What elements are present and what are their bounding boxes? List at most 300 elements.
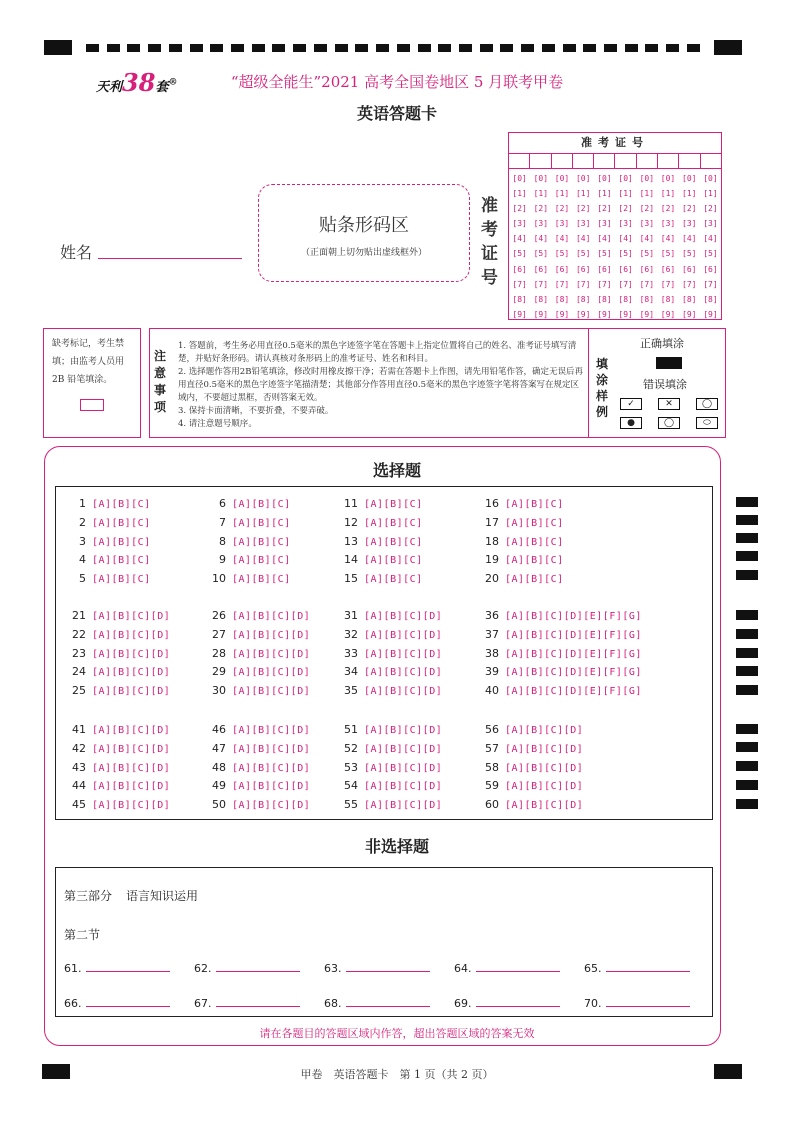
answer-bubbles[interactable]: [A][B][C][D] bbox=[505, 725, 584, 736]
digit-bubble[interactable]: [3] bbox=[639, 219, 655, 229]
answer-warning: 请在各题目的答题区域内作答，超出答题区域的答案无效 bbox=[259, 1027, 535, 1040]
char: 证 bbox=[481, 244, 498, 264]
digit-bubble[interactable]: [2] bbox=[639, 204, 655, 214]
digit-bubble[interactable]: [4] bbox=[660, 234, 676, 244]
blank-answer-line[interactable] bbox=[606, 961, 690, 972]
question-row bbox=[202, 516, 291, 530]
digit-bubble[interactable]: [0] bbox=[575, 174, 591, 183]
digit-bubble[interactable]: [3] bbox=[660, 219, 676, 229]
digit-bubble[interactable]: [7] bbox=[512, 279, 527, 289]
note-item: 1. 答题前，考生务必用直径0.5毫米的黑色字迹签字笔在答题卡上指定位置将自己的姓名、准考证号填写清楚，并贴好条形码。请认真核对条形码上的准考证号、姓名和科目。 bbox=[178, 341, 577, 364]
question-number: 29 bbox=[212, 665, 226, 679]
question-number: 42 bbox=[72, 741, 86, 755]
answer-bubbles[interactable]: [A][B][C] bbox=[505, 574, 564, 586]
question-row bbox=[475, 535, 564, 549]
question-row bbox=[62, 628, 170, 642]
digit-bubble[interactable]: [1] bbox=[682, 189, 697, 199]
answer-bubbles[interactable]: [A][B][C] bbox=[232, 536, 291, 548]
digit-bubble[interactable]: [6] bbox=[639, 264, 655, 274]
answer-bubbles[interactable]: [A][B][C][D] bbox=[364, 667, 443, 679]
missing-exam-bubble[interactable] bbox=[80, 399, 104, 411]
blank-item bbox=[454, 961, 560, 975]
digit-bubble[interactable]: [4] bbox=[597, 234, 612, 244]
digit-bubble[interactable]: [2] bbox=[597, 204, 612, 214]
digit-bubble[interactable]: [3] bbox=[703, 219, 718, 229]
digit-bubble[interactable]: [1] bbox=[703, 189, 718, 199]
digit-bubble[interactable]: [6] bbox=[597, 264, 612, 274]
digit-bubble[interactable]: [5] bbox=[512, 249, 527, 259]
blank-item bbox=[64, 996, 170, 1010]
answer-bubbles[interactable]: [A][B][C] bbox=[505, 499, 564, 510]
timing-mark bbox=[583, 44, 596, 52]
blank-number: 69. bbox=[454, 997, 472, 1010]
answer-bubbles[interactable]: [A][B][C] bbox=[232, 555, 291, 567]
answer-bubbles[interactable]: [A][B][C][D] bbox=[232, 648, 311, 660]
question-number: 59 bbox=[485, 779, 499, 793]
answer-bubbles[interactable]: [A][B][C][D] bbox=[364, 762, 443, 774]
answer-bubbles[interactable]: [A][B][C][D] bbox=[232, 725, 311, 736]
digit-bubble[interactable]: [4] bbox=[703, 234, 718, 244]
answer-bubbles[interactable]: [A][B][C] bbox=[232, 574, 291, 586]
nonchoice-section-title: 非选择题 bbox=[364, 837, 429, 856]
digit-bubble[interactable]: [9] bbox=[575, 309, 591, 319]
question-number: 15 bbox=[344, 572, 358, 586]
blank-answer-line[interactable] bbox=[606, 996, 690, 1007]
question-number: 17 bbox=[485, 515, 499, 529]
digit-bubble[interactable]: [9] bbox=[660, 309, 676, 319]
digit-bubble[interactable]: [5] bbox=[597, 249, 612, 259]
question-number: 50 bbox=[212, 798, 226, 812]
blank-answer-line[interactable] bbox=[216, 961, 300, 972]
answer-bubbles[interactable]: [A][B][C][D] bbox=[364, 800, 443, 812]
digit-bubble[interactable]: [8] bbox=[682, 294, 697, 304]
answer-bubbles[interactable]: [A][B][C][D] bbox=[364, 725, 443, 736]
digit-bubble[interactable]: [3] bbox=[533, 219, 549, 229]
digit-bubble[interactable]: [7] bbox=[682, 279, 697, 289]
answer-bubbles[interactable]: [A][B][C] bbox=[505, 555, 564, 567]
digit-bubble[interactable]: [7] bbox=[597, 279, 612, 289]
digit-bubble[interactable]: [2] bbox=[660, 204, 676, 214]
side-timing-mark bbox=[736, 648, 758, 658]
side-timing-mark bbox=[736, 799, 758, 809]
blank-item bbox=[194, 961, 300, 975]
blank-number: 65. bbox=[584, 962, 602, 975]
wrong-fill-label: 错误填涂 bbox=[643, 378, 687, 391]
question-row bbox=[202, 742, 310, 756]
question-row bbox=[475, 647, 642, 661]
question-row bbox=[334, 798, 442, 812]
dot-mark-icon: ● bbox=[620, 417, 642, 429]
timing-mark bbox=[252, 44, 265, 52]
blank-item bbox=[584, 996, 690, 1010]
question-number: 22 bbox=[72, 627, 86, 641]
note-item: 4. 请注意题号顺序。 bbox=[178, 419, 257, 429]
digit-bubble[interactable]: [9] bbox=[597, 309, 612, 319]
question-number: 14 bbox=[344, 553, 358, 567]
question-number: 35 bbox=[344, 684, 358, 698]
digit-bubble[interactable]: [7] bbox=[639, 279, 655, 289]
question-row bbox=[475, 628, 642, 642]
question-row bbox=[62, 535, 151, 549]
question-number: 28 bbox=[212, 646, 226, 660]
question-number: 39 bbox=[485, 665, 499, 679]
question-row bbox=[334, 761, 442, 775]
admission-digit-column bbox=[530, 171, 551, 322]
digit-bubble[interactable]: [1] bbox=[660, 189, 676, 199]
digit-bubble[interactable]: [4] bbox=[512, 234, 527, 244]
timing-mark bbox=[314, 44, 327, 52]
question-row bbox=[202, 572, 291, 586]
digit-bubble[interactable]: [9] bbox=[682, 309, 697, 319]
blank-answer-line[interactable] bbox=[216, 996, 300, 1007]
timing-mark bbox=[666, 44, 679, 52]
admission-digit-write-cell[interactable] bbox=[573, 154, 594, 168]
question-number: 52 bbox=[344, 741, 358, 755]
answer-bubbles[interactable]: [A][B][C][D] bbox=[92, 667, 171, 679]
answer-bubbles[interactable]: [A][B][C][D][E][F][G] bbox=[505, 648, 642, 660]
question-number: 23 bbox=[72, 646, 86, 660]
answer-bubbles[interactable]: [A][B][C][D] bbox=[364, 629, 443, 641]
question-number: 19 bbox=[485, 553, 499, 567]
blank-number: 68. bbox=[324, 997, 342, 1010]
digit-bubble[interactable]: [6] bbox=[512, 264, 527, 274]
barcode-title: 贴条形码区 bbox=[319, 215, 409, 236]
char: 样 bbox=[596, 389, 609, 403]
missing-exam-box bbox=[43, 328, 141, 438]
digit-bubble[interactable]: [0] bbox=[703, 174, 718, 183]
question-number: 45 bbox=[72, 798, 86, 812]
answer-bubbles[interactable]: [A][B][C][D] bbox=[92, 781, 171, 793]
question-number: 40 bbox=[485, 684, 499, 698]
admission-digit-write-cell[interactable] bbox=[530, 154, 551, 168]
blank-answer-line[interactable] bbox=[86, 961, 170, 972]
answer-bubbles[interactable]: [A][B][C][D] bbox=[364, 781, 443, 793]
admission-digit-write-cell[interactable] bbox=[679, 154, 700, 168]
page-footer: 甲卷 英语答题卡 第 1 页（共 2 页） bbox=[300, 1068, 494, 1081]
digit-bubble[interactable]: [1] bbox=[554, 189, 570, 199]
side-timing-mark bbox=[736, 497, 758, 507]
answer-bubbles[interactable]: [A][B][C] bbox=[505, 517, 564, 529]
digit-bubble[interactable]: [0] bbox=[682, 174, 697, 183]
admission-bubble-columns bbox=[509, 169, 721, 322]
circle-mark-icon: ◯ bbox=[696, 398, 718, 410]
char: 考 bbox=[481, 220, 498, 240]
question-row bbox=[475, 742, 583, 756]
answer-bubbles[interactable]: [A][B][C][D] bbox=[92, 611, 171, 622]
digit-bubble[interactable]: [3] bbox=[575, 219, 591, 229]
timing-mark bbox=[563, 44, 576, 52]
digit-bubble[interactable]: [7] bbox=[533, 279, 549, 289]
answer-bubbles[interactable]: [A][B][C][D][E][F][G] bbox=[505, 629, 642, 641]
answer-bubbles[interactable]: [A][B][C][D] bbox=[505, 762, 584, 774]
digit-bubble[interactable]: [3] bbox=[554, 219, 570, 229]
question-row bbox=[202, 665, 310, 679]
timing-mark bbox=[687, 44, 700, 52]
note-item: 2. 选择题作答用2B铅笔填涂，修改时用橡皮擦干净；若需在答题卡上作图，请先用铅笔作答，确定无误后再用直径0.5毫米的黑色字迹签字笔描清楚；其他部分作答用直径0.5毫米的黑色字迹签字笔将答案写在规定区域内，不要超过黑框，否则答案无效。 bbox=[178, 367, 583, 403]
answer-bubbles[interactable]: [A][B][C][D] bbox=[92, 725, 171, 736]
digit-bubble[interactable]: [8] bbox=[597, 294, 612, 304]
char: 填 bbox=[596, 357, 609, 371]
ellipse-mark-icon: ⬭ bbox=[696, 417, 718, 429]
digit-bubble[interactable]: [2] bbox=[682, 204, 697, 214]
digit-bubble[interactable]: [8] bbox=[533, 294, 549, 304]
corner-mark-top-left bbox=[44, 40, 72, 55]
digit-bubble[interactable]: [2] bbox=[512, 204, 527, 214]
digit-bubble[interactable]: [5] bbox=[703, 249, 718, 259]
digit-bubble[interactable]: [3] bbox=[682, 219, 697, 229]
admission-digit-column bbox=[657, 171, 678, 322]
question-number: 51 bbox=[344, 723, 358, 736]
answer-bubbles[interactable]: [A][B][C] bbox=[232, 517, 291, 529]
answer-bubbles[interactable]: [A][B][C][D] bbox=[364, 611, 443, 622]
digit-bubble[interactable]: [7] bbox=[660, 279, 676, 289]
digit-bubble[interactable]: [8] bbox=[575, 294, 591, 304]
answer-bubbles[interactable]: [A][B][C][D] bbox=[505, 743, 584, 755]
side-timing-mark bbox=[736, 610, 758, 620]
question-row bbox=[475, 779, 583, 793]
digit-bubble[interactable]: [6] bbox=[682, 264, 697, 274]
answer-bubbles[interactable]: [A][B][C][D] bbox=[92, 800, 171, 812]
digit-bubble[interactable]: [5] bbox=[618, 249, 633, 259]
digit-bubble[interactable]: [5] bbox=[682, 249, 697, 259]
digit-bubble[interactable]: [1] bbox=[575, 189, 591, 199]
digit-bubble[interactable]: [8] bbox=[512, 294, 527, 304]
logo-text-3: 套 bbox=[155, 80, 169, 95]
answer-bubbles[interactable]: [A][B][C] bbox=[92, 536, 151, 548]
question-number: 33 bbox=[344, 646, 358, 660]
digit-bubble[interactable]: [6] bbox=[575, 264, 591, 274]
answer-bubbles[interactable]: [A][B][C][D] bbox=[505, 800, 584, 812]
registered-mark: ® bbox=[168, 77, 178, 88]
admission-digit-write-cell[interactable] bbox=[701, 154, 721, 168]
digit-bubble[interactable]: [4] bbox=[554, 234, 570, 244]
digit-bubble[interactable]: [8] bbox=[703, 294, 718, 304]
answer-bubbles[interactable]: [A][B][C][D] bbox=[364, 648, 443, 660]
digit-bubble[interactable]: [8] bbox=[618, 294, 633, 304]
digit-bubble[interactable]: [0] bbox=[639, 174, 655, 183]
answer-bubbles[interactable]: [A][B][C] bbox=[364, 574, 423, 586]
digit-bubble[interactable]: [2] bbox=[533, 204, 549, 214]
question-row bbox=[202, 798, 310, 812]
side-timing-mark bbox=[736, 570, 758, 580]
digit-bubble[interactable]: [2] bbox=[618, 204, 633, 214]
blank-number: 64. bbox=[454, 962, 472, 975]
answer-bubbles[interactable]: [A][B][C][D] bbox=[92, 743, 171, 755]
digit-bubble[interactable]: [0] bbox=[660, 174, 676, 183]
digit-bubble[interactable]: [7] bbox=[575, 279, 591, 289]
char: 准 bbox=[481, 196, 498, 216]
answer-bubbles[interactable]: [A][B][C][D] bbox=[505, 781, 584, 793]
answer-bubbles[interactable]: [A][B][C][D] bbox=[232, 611, 311, 622]
question-row bbox=[475, 609, 642, 623]
digit-bubble[interactable]: [0] bbox=[618, 174, 633, 183]
question-row bbox=[334, 628, 442, 642]
blank-number: 67. bbox=[194, 997, 212, 1010]
question-number: 4 bbox=[79, 553, 86, 567]
digit-bubble[interactable]: [3] bbox=[512, 219, 527, 229]
question-row bbox=[475, 798, 583, 812]
answer-bubbles[interactable]: [A][B][C][D] bbox=[92, 629, 171, 641]
question-number: 9 bbox=[219, 553, 226, 567]
digit-bubble[interactable]: [4] bbox=[639, 234, 655, 244]
exam-title: “超级全能生”2021 高考全国卷地区 5 月联考甲卷 bbox=[230, 73, 564, 91]
answer-bubbles[interactable]: [A][B][C] bbox=[92, 574, 151, 586]
char: 例 bbox=[596, 405, 609, 419]
digit-bubble[interactable]: [6] bbox=[554, 264, 570, 274]
answer-bubbles[interactable]: [A][B][C][D][E][F][G] bbox=[505, 611, 642, 622]
digit-bubble[interactable]: [9] bbox=[639, 309, 655, 319]
question-row bbox=[475, 497, 564, 511]
answer-bubbles[interactable]: [A][B][C][D] bbox=[92, 762, 171, 774]
answer-bubbles[interactable]: [A][B][C][D] bbox=[232, 629, 311, 641]
timing-strip-top bbox=[86, 44, 700, 52]
timing-mark bbox=[272, 44, 285, 52]
digit-bubble[interactable]: [1] bbox=[639, 189, 655, 199]
side-timing-mark bbox=[736, 685, 758, 695]
question-row bbox=[62, 742, 170, 756]
digit-bubble[interactable]: [4] bbox=[575, 234, 591, 244]
answer-bubbles[interactable]: [A][B][C][D][E][F][G] bbox=[505, 686, 642, 698]
answer-bubbles[interactable]: [A][B][C][D] bbox=[364, 686, 443, 698]
admission-digit-write-cell[interactable] bbox=[552, 154, 573, 168]
digit-bubble[interactable]: [7] bbox=[554, 279, 570, 289]
answer-bubbles[interactable]: [A][B][C][D][E][F][G] bbox=[505, 667, 642, 679]
digit-bubble[interactable]: [3] bbox=[618, 219, 633, 229]
corner-mark-top-right bbox=[714, 40, 742, 55]
answer-bubbles[interactable]: [A][B][C][D] bbox=[232, 743, 311, 755]
answer-bubbles[interactable]: [A][B][C][D] bbox=[232, 667, 311, 679]
check-mark-icon: ✓ bbox=[620, 398, 642, 410]
name-field[interactable] bbox=[98, 258, 242, 259]
timing-mark bbox=[604, 44, 617, 52]
digit-bubble[interactable]: [4] bbox=[618, 234, 633, 244]
question-number: 3 bbox=[79, 534, 86, 548]
digit-bubble[interactable]: [9] bbox=[512, 309, 527, 319]
digit-bubble[interactable]: [4] bbox=[682, 234, 697, 244]
note-item: 3. 保持卡面清晰，不要折叠，不要弄破。 bbox=[178, 406, 334, 416]
digit-bubble[interactable]: [3] bbox=[597, 219, 612, 229]
digit-bubble[interactable]: [8] bbox=[660, 294, 676, 304]
admission-digit-column bbox=[551, 171, 572, 322]
blank-answer-line[interactable] bbox=[86, 996, 170, 1007]
digit-bubble[interactable]: [6] bbox=[703, 264, 718, 274]
admission-digit-column bbox=[573, 171, 594, 322]
timing-mark bbox=[169, 44, 182, 52]
admission-digit-write-cell[interactable] bbox=[509, 154, 530, 168]
answer-bubbles[interactable]: [A][B][C][D] bbox=[92, 686, 171, 698]
digit-bubble[interactable]: [7] bbox=[618, 279, 633, 289]
timing-mark bbox=[459, 44, 472, 52]
digit-bubble[interactable]: [6] bbox=[618, 264, 633, 274]
answer-bubbles[interactable]: [A][B][C] bbox=[92, 517, 151, 529]
digit-bubble[interactable]: [0] bbox=[597, 174, 612, 183]
timing-mark bbox=[542, 44, 555, 52]
digit-bubble[interactable]: [1] bbox=[512, 189, 527, 199]
blank-answer-line[interactable] bbox=[346, 961, 430, 972]
oval-mark-icon: ◯ bbox=[658, 417, 680, 429]
digit-bubble[interactable]: [6] bbox=[533, 264, 549, 274]
question-row bbox=[475, 553, 564, 567]
digit-bubble[interactable]: [4] bbox=[533, 234, 549, 244]
digit-bubble[interactable]: [6] bbox=[660, 264, 676, 274]
digit-bubble[interactable]: [9] bbox=[554, 309, 570, 319]
answer-bubbles[interactable]: [A][B][C] bbox=[92, 499, 151, 510]
admission-digit-write-cell[interactable] bbox=[658, 154, 679, 168]
question-row bbox=[334, 742, 442, 756]
answer-bubbles[interactable]: [A][B][C] bbox=[364, 536, 423, 548]
timing-mark bbox=[645, 44, 658, 52]
digit-bubble[interactable]: [8] bbox=[639, 294, 655, 304]
answer-bubbles[interactable]: [A][B][C][D] bbox=[232, 781, 311, 793]
question-number: 27 bbox=[212, 627, 226, 641]
digit-bubble[interactable]: [1] bbox=[618, 189, 633, 199]
digit-bubble[interactable]: [1] bbox=[533, 189, 549, 199]
question-row bbox=[334, 723, 442, 737]
digit-bubble[interactable]: [7] bbox=[703, 279, 718, 289]
digit-bubble[interactable]: [9] bbox=[533, 309, 549, 319]
answer-bubbles[interactable]: [A][B][C] bbox=[364, 499, 423, 510]
digit-bubble[interactable]: [2] bbox=[575, 204, 591, 214]
timing-mark bbox=[210, 44, 223, 52]
digit-bubble[interactable]: [8] bbox=[554, 294, 570, 304]
answer-bubbles[interactable]: [A][B][C] bbox=[232, 499, 291, 510]
answer-bubbles[interactable]: [A][B][C] bbox=[364, 555, 423, 567]
blank-answer-line[interactable] bbox=[476, 996, 560, 1007]
digit-bubble[interactable]: [5] bbox=[660, 249, 676, 259]
digit-bubble[interactable]: [5] bbox=[554, 249, 570, 259]
question-row bbox=[475, 572, 564, 586]
answer-bubbles[interactable]: [A][B][C] bbox=[364, 517, 423, 529]
admission-digit-write-cell[interactable] bbox=[594, 154, 615, 168]
digit-bubble[interactable]: [5] bbox=[575, 249, 591, 259]
answer-bubbles[interactable]: [A][B][C][D] bbox=[92, 648, 171, 660]
blank-answer-line[interactable] bbox=[346, 996, 430, 1007]
answer-bubbles[interactable]: [A][B][C] bbox=[92, 555, 151, 567]
answer-bubbles[interactable]: [A][B][C] bbox=[505, 536, 564, 548]
digit-bubble[interactable]: [2] bbox=[703, 204, 718, 214]
blank-answer-line[interactable] bbox=[476, 961, 560, 972]
question-row bbox=[62, 553, 151, 567]
digit-bubble[interactable]: [9] bbox=[703, 309, 718, 319]
question-row bbox=[202, 609, 310, 623]
question-row bbox=[334, 516, 423, 530]
digit-bubble[interactable]: [0] bbox=[512, 174, 527, 183]
digit-bubble[interactable]: [0] bbox=[533, 174, 549, 183]
question-row bbox=[62, 684, 170, 698]
admission-digit-write-cell[interactable] bbox=[637, 154, 658, 168]
digit-bubble[interactable]: [5] bbox=[639, 249, 655, 259]
question-number: 10 bbox=[212, 572, 226, 586]
answer-bubbles[interactable]: [A][B][C][D] bbox=[232, 800, 311, 812]
correct-fill-mark bbox=[656, 357, 682, 369]
cross-mark-icon: ✕ bbox=[658, 398, 680, 410]
question-row bbox=[62, 665, 170, 679]
answer-bubbles[interactable]: [A][B][C][D] bbox=[364, 743, 443, 755]
blank-item bbox=[194, 996, 300, 1010]
correct-fill-label: 正确填涂 bbox=[640, 337, 684, 350]
question-row bbox=[475, 723, 583, 737]
digit-bubble[interactable]: [9] bbox=[618, 309, 633, 319]
blank-number: 70. bbox=[584, 997, 602, 1010]
answer-bubbles[interactable]: [A][B][C][D] bbox=[232, 686, 311, 698]
admission-digit-column bbox=[509, 171, 530, 322]
digit-bubble[interactable]: [5] bbox=[533, 249, 549, 259]
answer-bubbles[interactable]: [A][B][C][D] bbox=[232, 762, 311, 774]
digit-bubble[interactable]: [1] bbox=[597, 189, 612, 199]
digit-bubble[interactable]: [2] bbox=[554, 204, 570, 214]
admission-digit-write-cell[interactable] bbox=[615, 154, 636, 168]
digit-bubble[interactable]: [0] bbox=[554, 174, 570, 183]
